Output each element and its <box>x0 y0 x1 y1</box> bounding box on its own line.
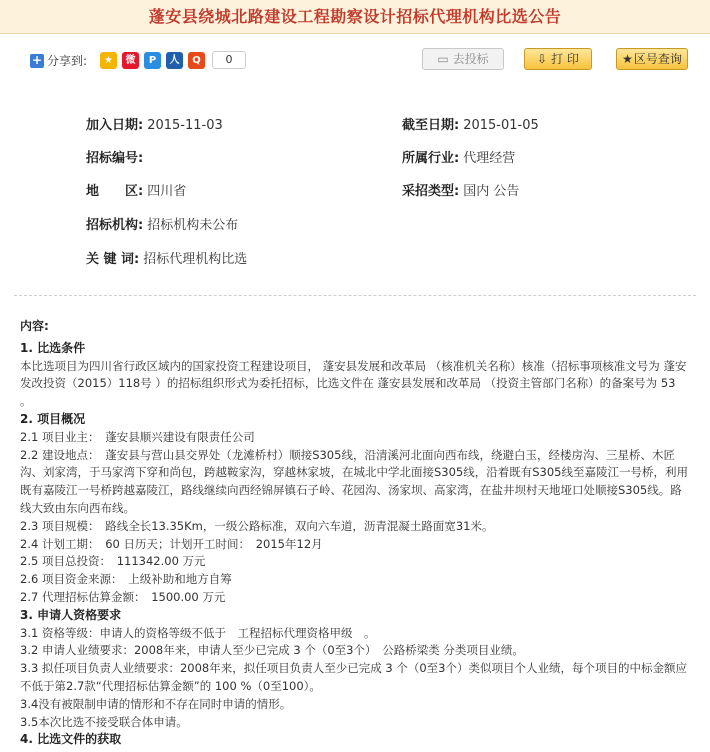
print-label: 打 印 <box>551 52 579 66</box>
content-lines <box>20 340 690 749</box>
industry-value: 代理经营 <box>463 151 516 166</box>
region-label: 地 区: <box>86 184 144 199</box>
content-line: 3.3 拟任项目负责人业绩要求：2008年来，拟任项目负责人至少已完成 3 个（0至3个）类似项目个人业绩，每个项目的中标金额应不低于第2.7款“代理招标估算金额”的 100 %（0至100）。 <box>20 661 687 693</box>
content-line: 2.2 建设地点： 蓬安县与营山县交界处（龙滩桥村）顺接S305线，沿清溪河北面向西布线，绕避白玉，经楼房沟、三星桥、木匠沟、刘家湾，于马家湾下穿和尚包，跨越鞍家沟，穿越林家坡，在城北中学北面接S305线，沿着既有S305线至嘉陵江一号桥，利用既有嘉陵江一号桥跨越嘉陵江，路线继续向西经锦屏镇石子岭、花园沟、汤家坝、高家湾，在盐井坝村天地垭口处顺接S305线。路线大致由东向西布线。 <box>20 447 688 515</box>
region-query-label: 区号查询 <box>633 52 682 66</box>
type-value: 国内 公告 <box>463 184 520 199</box>
print-button[interactable] <box>524 48 592 70</box>
weibo-icon[interactable]: 微 <box>122 52 139 69</box>
content-line: 2.5 项目总投资： 111342.00 万元 <box>20 554 206 569</box>
content-line: 2.7 代理招标估算金额： 1500.00 万元 <box>20 589 226 604</box>
region-value: 四川省 <box>147 184 187 199</box>
info-type <box>402 180 519 200</box>
renren-icon[interactable]: 人 <box>166 52 183 69</box>
page-title: 蓬安县绕城北路建设工程勘察设计招标代理机构比选公告 <box>148 7 562 26</box>
content-line: 3.2 申请人业绩要求：2008年来，申请人至少已完成 3 个（0至3个） 公路桥梁类 分类项目业绩。 <box>20 643 524 658</box>
star-icon: ★ <box>622 52 633 66</box>
info-industry <box>402 147 515 167</box>
share-icons <box>100 52 205 69</box>
share-count: 0 <box>212 51 246 69</box>
info-bid-no <box>86 147 147 167</box>
content-line: 3.1 资格等级：申请人的资格等级不低于 工程招标代理资格甲级 。 <box>20 625 376 640</box>
add-date-label: 加入日期: <box>86 118 144 133</box>
download-icon: ⇩ <box>537 52 548 66</box>
content-line: 2.1 项目业主： 蓬安县顺兴建设有限责任公司 <box>20 429 255 444</box>
announcement-content <box>20 318 690 749</box>
info-add-date <box>86 114 223 134</box>
content-line: 3.5本次比选不接受联合体申请。 <box>20 714 188 729</box>
section-heading: 3. 申请人资格要求 <box>20 607 122 622</box>
pengyou-icon[interactable]: P <box>144 52 161 69</box>
info-deadline <box>402 114 539 134</box>
keyword-value: 招标代理机构比选 <box>143 252 248 267</box>
info-keyword <box>86 248 247 268</box>
content-line: 2.4 计划工期： 60 日历天；计划开工时间： 2015年12月 <box>20 536 323 551</box>
share-label[interactable] <box>30 52 87 69</box>
toolbar <box>0 44 710 74</box>
info-agency <box>86 214 238 234</box>
bid-no-label: 招标编号: <box>86 151 144 166</box>
industry-label: 所属行业: <box>402 151 460 166</box>
keyword-label: 关 键 词: <box>86 252 140 267</box>
type-label: 采招类型: <box>402 184 460 199</box>
qzone-icon[interactable]: ★ <box>100 52 117 69</box>
section-heading: 4. 比选文件的获取 <box>20 732 122 747</box>
title-bar <box>0 0 710 34</box>
agency-label: 招标机构: <box>86 218 144 233</box>
deadline-label: 截至日期: <box>402 118 460 133</box>
deadline-value: 2015-01-05 <box>463 118 539 133</box>
agency-value: 招标机构未公布 <box>147 218 239 233</box>
deliver-bid-label: 去投标 <box>452 52 489 66</box>
region-query-button[interactable] <box>616 48 688 70</box>
content-heading: 内容: <box>20 319 49 333</box>
content-line: 3.4没有被限制申请的情形和不存在同时申请的情形。 <box>20 696 292 711</box>
section-heading: 1. 比选条件 <box>20 340 86 355</box>
content-line: 本比选项目为四川省行政区域内的国家投资工程建设项目， 蓬安县发展和改革局 （核准机关名称）核准（招标事项核准文号为 蓬安发改投资（2015）118号 ）的招标组织形式为委托招标，比选文件在 蓬安县发展和改革局 （投资主管部门名称）的备案号为 53 。 <box>20 358 687 409</box>
section-heading: 2. 项目概况 <box>20 411 86 426</box>
tweibo-icon[interactable]: Q <box>188 52 205 69</box>
content-line: 2.3 项目规模： 路线全长13.35Km，一级公路标准，双向六车道，沥青混凝土路面宽31米。 <box>20 518 494 533</box>
content-line: 2.6 项目资金来源： 上级补助和地方自筹 <box>20 572 232 587</box>
share-label-text: 分享到: <box>47 54 88 68</box>
info-region <box>86 180 186 200</box>
divider <box>14 295 696 296</box>
deliver-bid-button[interactable] <box>422 48 504 70</box>
plus-icon: + <box>31 52 43 67</box>
document-icon: ▭ <box>437 52 449 66</box>
add-date-value: 2015-11-03 <box>147 118 223 133</box>
